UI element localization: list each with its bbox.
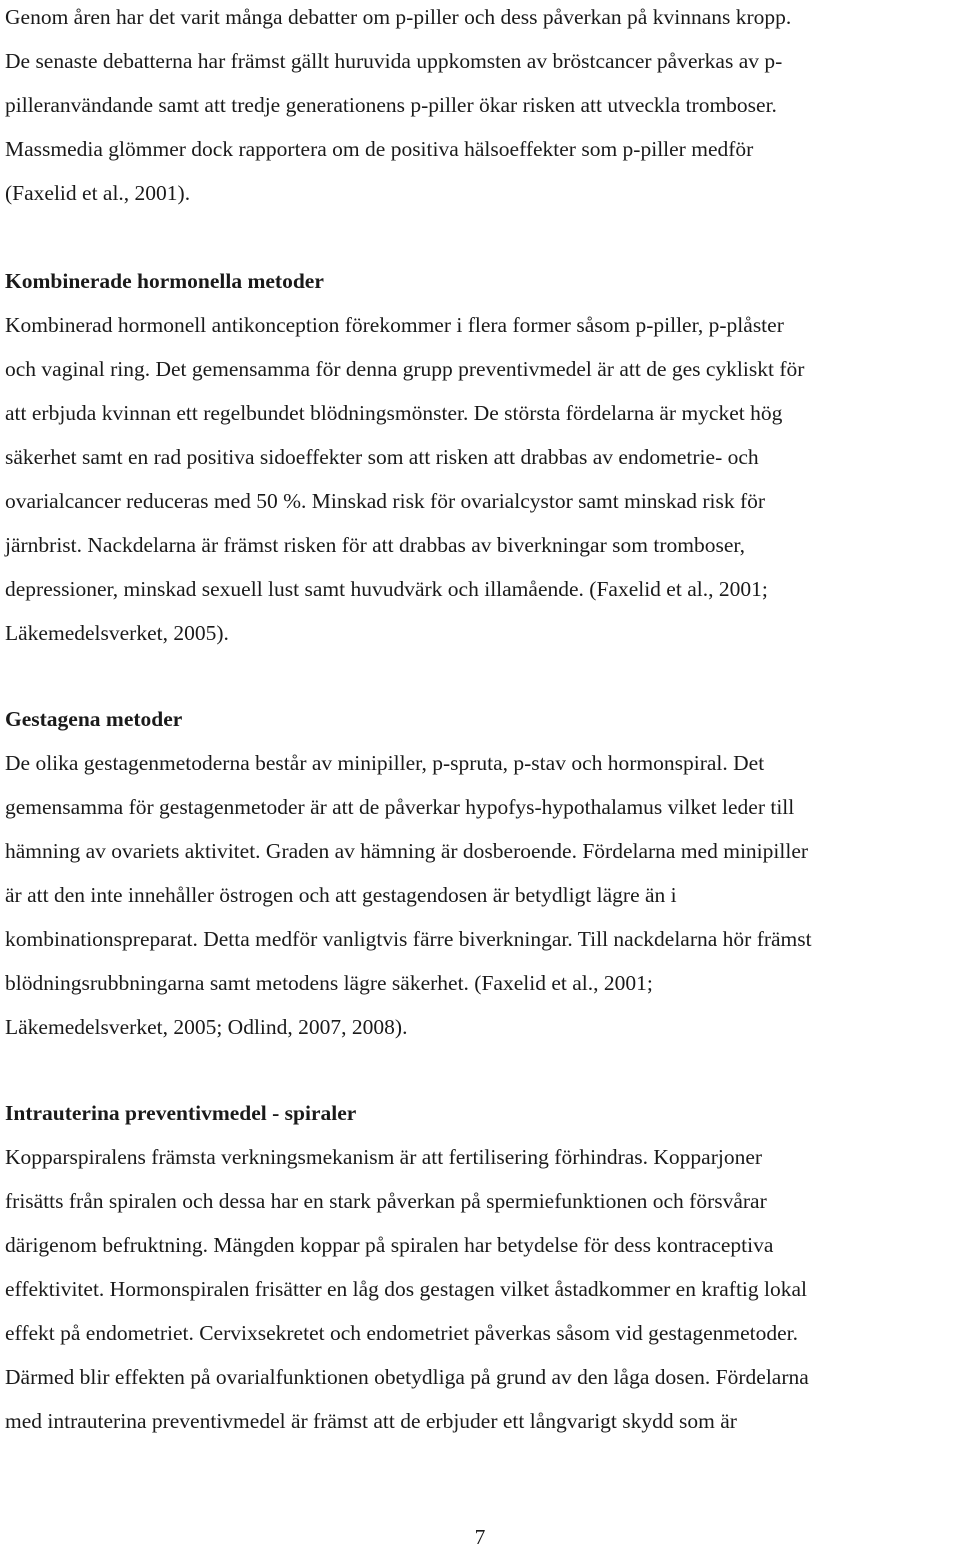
text-line: Kombinerad hormonell antikonception förekommer i flera former såsom p-piller, p-plåster	[5, 313, 784, 337]
text-line: (Faxelid et al., 2001).	[5, 181, 191, 205]
text-line: Läkemedelsverket, 2005; Odlind, 2007, 2008).	[5, 1015, 408, 1039]
text-line: gemensamma för gestagenmetoder är att de påverkar hypofys-hypothalamus vilket leder till	[5, 795, 795, 819]
intro-paragraph	[5, 0, 791, 215]
section-heading: Kombinerade hormonella metoder	[5, 269, 324, 293]
section-intrauterina	[5, 1091, 809, 1443]
section-heading: Intrauterina preventivmedel - spiraler	[5, 1101, 357, 1125]
text-line: är att den inte innehåller östrogen och att gestagendosen är betydligt lägre än i	[5, 883, 677, 907]
text-line: De olika gestagenmetoderna består av minipiller, p-spruta, p-stav och hormonspiral. Det	[5, 751, 765, 775]
text-line: Kopparspiralens främsta verkningsmekanism är att fertilisering förhindras. Kopparjoner	[5, 1145, 763, 1169]
text-line: De senaste debatterna har främst gällt huruvida uppkomsten av bröstcancer påverkas av p-	[5, 49, 783, 73]
text-line: och vaginal ring. Det gemensamma för denna grupp preventivmedel är att de ges cykliskt för	[5, 357, 805, 381]
text-line: Genom åren har det varit många debatter om p-piller och dess påverkan på kvinnans kropp.	[5, 5, 792, 29]
text-line: med intrauterina preventivmedel är främst att de erbjuder ett långvarigt skydd som är	[5, 1409, 737, 1433]
text-line: blödningsrubbningarna samt metodens lägre säkerhet. (Faxelid et al., 2001;	[5, 971, 653, 995]
text-line: effektivitet. Hormonspiralen frisätter en låg dos gestagen vilket åstadkommer en kraftig lokal	[5, 1277, 808, 1301]
text-line: Massmedia glömmer dock rapportera om de positiva hälsoeffekter som p-piller medför	[5, 137, 754, 161]
section-heading: Gestagena metoder	[5, 707, 183, 731]
page-number: 7	[474, 1525, 486, 1549]
text-line: depressioner, minskad sexuell lust samt huvudvärk och illamående. (Faxelid et al., 2001;	[5, 577, 768, 601]
text-line: säkerhet samt en rad positiva sidoeffekter som att risken att drabbas av endometrie- och	[5, 445, 759, 469]
text-line: kombinationspreparat. Detta medför vanligtvis färre biverkningar. Till nackdelarna hör främst	[5, 927, 812, 951]
text-line: järnbrist. Nackdelarna är främst risken för att drabbas av biverkningar som tromboser,	[5, 533, 746, 557]
text-line: pilleranvändande samt att tredje generationens p-piller ökar risken att utveckla tromboser.	[5, 93, 777, 117]
section-gestagena	[5, 697, 812, 1049]
text-line: frisätts från spiralen och dessa har en stark påverkan på spermiefunktionen och försvårar	[5, 1189, 767, 1213]
text-line: Därmed blir effekten på ovarialfunktionen obetydliga på grund av den låga dosen. Fördelarna	[5, 1365, 809, 1389]
text-line: Läkemedelsverket, 2005).	[5, 621, 229, 645]
text-line: hämning av ovariets aktivitet. Graden av hämning är dosberoende. Fördelarna med minipiller	[5, 839, 809, 863]
text-line: ovarialcancer reduceras med 50 %. Minskad risk för ovarialcystor samt minskad risk för	[5, 489, 766, 513]
text-line: att erbjuda kvinnan ett regelbundet blödningsmönster. De största fördelarna är mycket hög	[5, 401, 783, 425]
text-line: effekt på endometriet. Cervixsekretet och endometriet påverkas såsom vid gestagenmetoder.	[5, 1321, 799, 1345]
section-kombinerade	[5, 259, 804, 655]
text-line: därigenom befruktning. Mängden koppar på spiralen har betydelse för dess kontraceptiva	[5, 1233, 774, 1257]
